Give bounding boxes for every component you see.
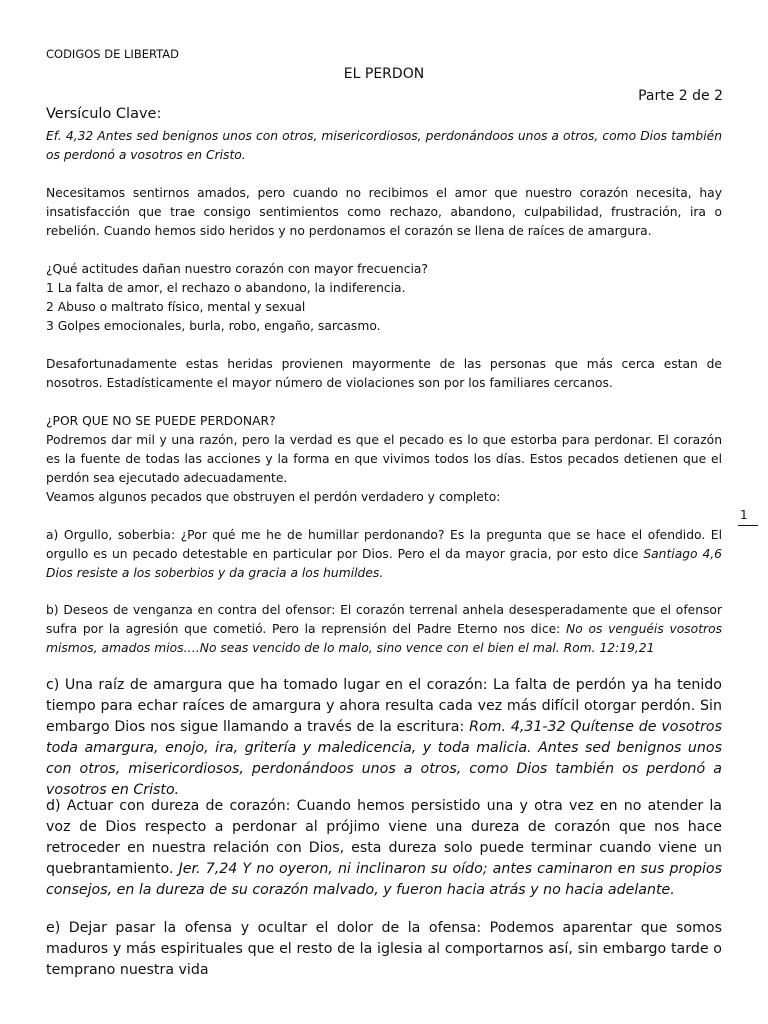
attitude-item-2: 2 Abuso o maltrato físico, mental y sexual bbox=[46, 300, 306, 314]
unfortunately-paragraph bbox=[46, 355, 722, 393]
attitudes-section bbox=[46, 260, 722, 336]
sin-d-citation: Jer. 7,24 Y no oyeron, ni inclinaron su oído; antes caminaron en sus propios consejos, en la dureza de su corazón malvado, y fueron hacia atrás y no hacia adelante. bbox=[46, 861, 722, 898]
sin-e-paragraph bbox=[46, 918, 722, 981]
part-indicator: Parte 2 de 2 bbox=[638, 88, 723, 104]
unfortunately-text: Desafortunadamente estas heridas provienen mayormente de las personas que más cerca estan de nosotros. Estadísticamente el mayor número de violaciones son por los familiares cercanos. bbox=[46, 357, 722, 390]
sin-c-citation: Rom. 4,31-32 Quítense de vosotros toda amargura, enojo, ira, gritería y maledicencia, y toda malicia. Antes sed benignos unos con otros, misericordiosos, perdonándoos unos a otros, como Dios también os perdonó a vosotros en Cristo. bbox=[46, 719, 722, 798]
sin-b-paragraph bbox=[46, 601, 722, 658]
attitude-item-1: 1 La falta de amor, el rechazo o abandono, la indiferencia. bbox=[46, 281, 406, 295]
key-verse bbox=[46, 127, 722, 165]
attitudes-question: ¿Qué actitudes dañan nuestro corazón con mayor frecuencia? bbox=[46, 262, 428, 276]
sin-a-paragraph bbox=[46, 526, 722, 583]
sins-intro: Veamos algunos pecados que obstruyen el perdón verdadero y completo: bbox=[46, 490, 501, 504]
sin-a-text: a) Orgullo, soberbia: ¿Por qué me he de humillar perdonando? Es la pregunta que se hace el ofendido. El orgullo es un pecado detestable en particular por Dios. Pero el da mayor gracia, por esto dice bbox=[46, 528, 722, 561]
sin-d-text: d) Actuar con dureza de corazón: Cuando hemos persistido una y otra vez en no atender la voz de Dios respecto a perdonar al prójimo viene una dureza de corazón que nos hace retroceder en nuestra relación con Dios, esta dureza solo puede terminar cuando viene un quebrantamiento. bbox=[46, 798, 722, 877]
sin-d-paragraph bbox=[46, 796, 722, 901]
sin-e-text: e) Dejar pasar la ofensa y ocultar el dolor de la ofensa: Podemos aparentar que somos maduros y más espirituales que el resto de la iglesia al comportarnos así, sin embargo tarde o temprano nuestra vida bbox=[46, 920, 722, 978]
sin-b-text: b) Deseos de venganza en contra del ofensor: El corazón terrenal anhela desesperadamente que el ofensor sufra por la agresión que cometió. Pero la reprensión del Padre Eterno nos dice: bbox=[46, 603, 722, 636]
key-verse-label: Versículo Clave: bbox=[46, 106, 162, 122]
intro-text: Necesitamos sentirnos amados, pero cuando no recibimos el amor que nuestro corazón necesita, hay insatisfacción que trae consigo sentimientos como rechazo, abandono, culpabilidad, frustración, ira o rebelión. Cuando hemos sido heridos y no perdonamos el corazón se llena de raíces de amargura. bbox=[46, 186, 722, 238]
page-number: 1 bbox=[740, 508, 748, 522]
intro-paragraph bbox=[46, 184, 722, 241]
why-text: Podremos dar mil y una razón, pero la verdad es que el pecado es lo que estorba para perdonar. El corazón es la fuente de todas las acciones y la forma en que vivimos todos los días. Estos pecados detienen que el perdón sea ejecutado adecuadamente. bbox=[46, 433, 722, 485]
key-verse-text: Ef. 4,32 Antes sed benignos unos con otros, misericordiosos, perdonándoos unos a otros, como Dios también os perdonó a vosotros en Cristo. bbox=[46, 129, 722, 162]
sin-a-citation: Santiago 4,6 Dios resiste a los soberbios y da gracia a los humildes. bbox=[46, 547, 723, 580]
document-header: CODIGOS DE LIBERTAD bbox=[46, 47, 179, 61]
attitude-item-3: 3 Golpes emocionales, burla, robo, engaño, sarcasmo. bbox=[46, 319, 381, 333]
sin-b-citation: No os venguéis vosotros mismos, amados mios….No seas vencido de lo malo, sino vence con el bien el mal. Rom. 12:19,21 bbox=[46, 622, 723, 655]
document-title: EL PERDON bbox=[343, 66, 425, 82]
why-section bbox=[46, 412, 722, 507]
sin-c-paragraph bbox=[46, 675, 722, 801]
page-number-rule bbox=[738, 525, 758, 526]
sin-c-text: c) Una raíz de amargura que ha tomado lugar en el corazón: La falta de perdón ya ha tenido tiempo para echar raíces de amargura y ahora resulta cada vez más difícil otorgar perdón. Sin embargo Dios nos sigue llamando a través de la escritura: bbox=[46, 677, 722, 735]
why-heading: ¿POR QUE NO SE PUEDE PERDONAR? bbox=[46, 414, 276, 428]
